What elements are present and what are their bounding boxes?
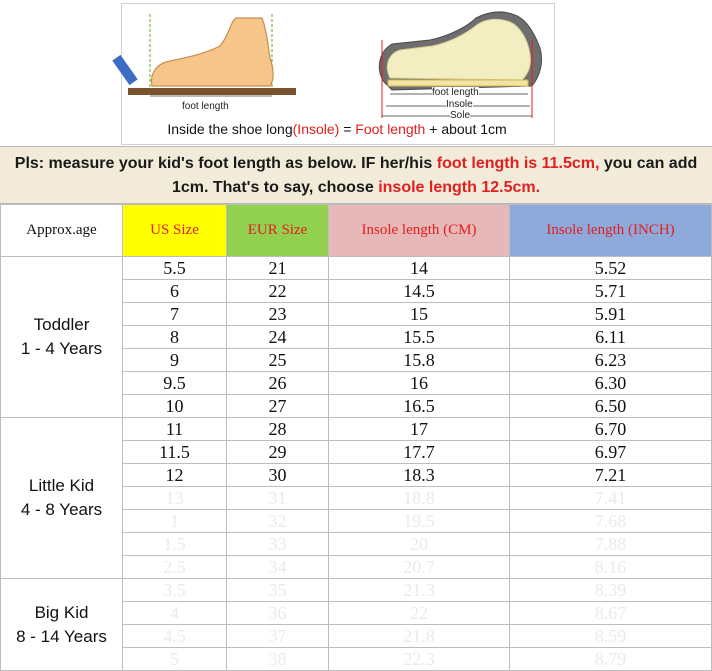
foot-shape (152, 18, 273, 86)
cell-cm: 14.5 (329, 280, 510, 303)
floor-bar (128, 88, 296, 95)
cell-inch: 8.79 (510, 648, 712, 671)
cell-inch: 8.59 (510, 625, 712, 648)
cell-eur: 26 (227, 372, 329, 395)
notice-highlight-insole: insole length 12.5cm. (378, 179, 541, 196)
cell-eur: 27 (227, 395, 329, 418)
left-foot-diagram (112, 14, 296, 96)
cell-us: 7 (123, 303, 227, 326)
cell-inch: 6.11 (510, 326, 712, 349)
cell-eur: 38 (227, 648, 329, 671)
cell-eur: 30 (227, 464, 329, 487)
table-row (1, 418, 712, 441)
cell-eur: 29 (227, 441, 329, 464)
size-chart-body (1, 257, 712, 671)
cell-cm: 15 (329, 303, 510, 326)
cell-inch: 7.21 (510, 464, 712, 487)
cell-eur: 34 (227, 556, 329, 579)
cell-cm: 17.7 (329, 441, 510, 464)
cell-inch: 6.30 (510, 372, 712, 395)
cell-us: 9.5 (123, 372, 227, 395)
table-header-row (1, 205, 712, 257)
cell-inch: 7.41 (510, 487, 712, 510)
cell-eur: 33 (227, 533, 329, 556)
cell-eur: 22 (227, 280, 329, 303)
cell-eur: 36 (227, 602, 329, 625)
caption-insole: (Insole) (292, 121, 340, 137)
caption-equals: = (339, 121, 356, 137)
header-insole-cm: Insole length (CM) (329, 205, 510, 257)
cell-us: 5 (123, 648, 227, 671)
cell-us: 2.5 (123, 556, 227, 579)
foot-in-shoe (387, 19, 530, 80)
notice-text-2: you can add 1cm. That's to say, choose (171, 155, 698, 196)
insole-layer (388, 80, 528, 86)
age-group-range: 8 - 14 Years (16, 626, 107, 646)
cell-inch: 6.23 (510, 349, 712, 372)
cell-us: 13 (123, 487, 227, 510)
age-group-name: Toddler (33, 315, 90, 334)
table-row (1, 579, 712, 602)
cell-eur: 32 (227, 510, 329, 533)
cell-inch: 7.68 (510, 510, 712, 533)
cell-inch: 8.67 (510, 602, 712, 625)
caption-foot-length: Foot length (355, 121, 426, 137)
cell-cm: 17 (329, 418, 510, 441)
notice-highlight-foot: foot length is 11.5cm, (436, 155, 600, 172)
cell-cm: 18.3 (329, 464, 510, 487)
cell-eur: 25 (227, 349, 329, 372)
shoe-insole-label: Insole (446, 99, 473, 110)
header-insole-inch: Insole length (INCH) (510, 205, 712, 257)
table-row (1, 257, 712, 280)
cell-us: 5.5 (123, 257, 227, 280)
cell-cm: 18.8 (329, 487, 510, 510)
foot-length-label: foot length (182, 101, 229, 112)
cell-eur: 24 (227, 326, 329, 349)
shoe-sole-label: Sole (450, 110, 471, 121)
notice-text-1: Pls: measure your kid's foot length as below. IF her/his (14, 155, 437, 172)
cell-cm: 22 (329, 602, 510, 625)
cell-us: 12 (123, 464, 227, 487)
cell-us: 4 (123, 602, 227, 625)
caption-suffix: + about 1cm (425, 121, 507, 137)
cell-us: 3.5 (123, 579, 227, 602)
cell-us: 4.5 (123, 625, 227, 648)
cell-inch: 8.16 (510, 556, 712, 579)
cell-cm: 16 (329, 372, 510, 395)
cell-us: 10 (123, 395, 227, 418)
cell-us: 6 (123, 280, 227, 303)
cell-cm: 15.8 (329, 349, 510, 372)
cell-inch: 6.50 (510, 395, 712, 418)
cell-inch: 7.88 (510, 533, 712, 556)
header-eur-size: EUR Size (227, 205, 329, 257)
cell-cm: 21.3 (329, 579, 510, 602)
cell-cm: 21.8 (329, 625, 510, 648)
age-group-label (1, 418, 123, 579)
age-group-label (1, 257, 123, 418)
caption-prefix: Inside the shoe long (167, 121, 293, 137)
cell-inch: 6.70 (510, 418, 712, 441)
cell-eur: 28 (227, 418, 329, 441)
cell-inch: 6.97 (510, 441, 712, 464)
illustration-caption (121, 121, 553, 137)
cell-cm: 20.7 (329, 556, 510, 579)
cell-inch: 5.91 (510, 303, 712, 326)
age-group-name: Big Kid (34, 602, 89, 622)
cell-eur: 23 (227, 303, 329, 326)
cell-us: 11.5 (123, 441, 227, 464)
cell-cm: 16.5 (329, 395, 510, 418)
cell-cm: 15.5 (329, 326, 510, 349)
age-group-range: 1 - 4 Years (20, 339, 103, 358)
cell-cm: 22.3 (329, 648, 510, 671)
cell-inch: 5.52 (510, 257, 712, 280)
cell-us: 1.5 (123, 533, 227, 556)
size-chart-table (0, 204, 712, 671)
cell-cm: 20 (329, 533, 510, 556)
cell-us: 11 (123, 418, 227, 441)
ruler-block (112, 55, 137, 85)
cell-inch: 8.39 (510, 579, 712, 602)
cell-cm: 14 (329, 257, 510, 280)
shoe-foot-length-label: foot length (432, 87, 479, 98)
measure-notice (0, 146, 712, 204)
cell-us: 9 (123, 349, 227, 372)
cell-eur: 35 (227, 579, 329, 602)
age-group-range: 4 - 8 Years (20, 500, 103, 519)
cell-eur: 21 (227, 257, 329, 280)
header-approx-age: Approx.age (1, 205, 123, 257)
cell-eur: 37 (227, 625, 329, 648)
cell-eur: 31 (227, 487, 329, 510)
cell-cm: 19.5 (329, 510, 510, 533)
illustration-panel (0, 0, 712, 146)
age-group-label (1, 579, 123, 671)
age-group-name: Little Kid (28, 476, 95, 495)
cell-us: 1 (123, 510, 227, 533)
cell-us: 8 (123, 326, 227, 349)
cell-inch: 5.71 (510, 280, 712, 303)
header-us-size: US Size (123, 205, 227, 257)
